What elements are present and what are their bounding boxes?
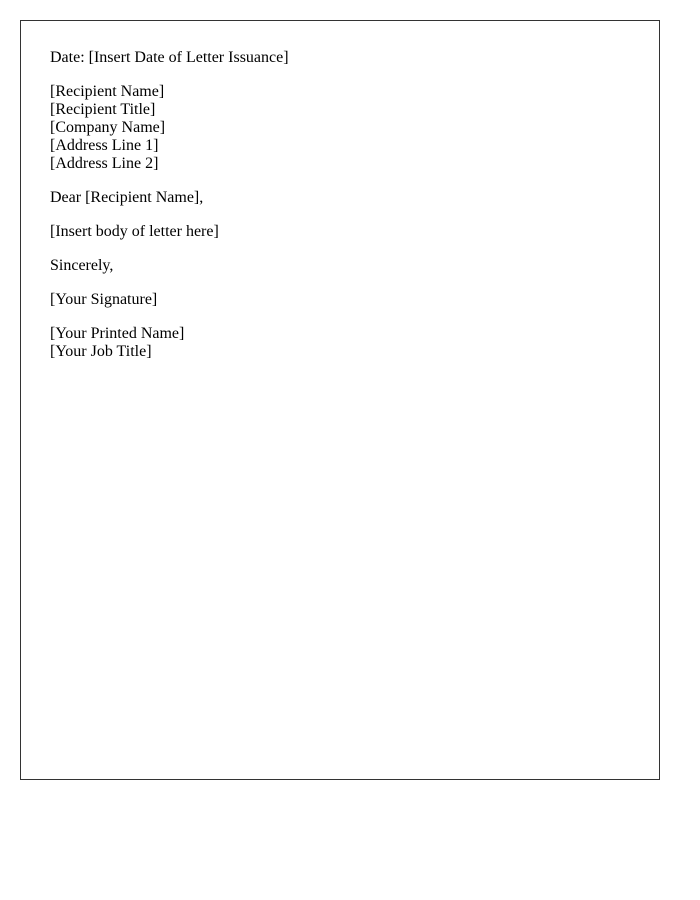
salutation-text: Dear [Recipient Name], xyxy=(50,189,204,206)
signature-text: [Your Signature] xyxy=(50,291,158,308)
body-text: [Insert body of letter here] xyxy=(50,223,219,240)
address-line-2: [Address Line 2] xyxy=(50,155,159,172)
closing xyxy=(50,257,639,275)
recipient-name: [Recipient Name] xyxy=(50,83,165,100)
letter-content xyxy=(50,49,639,377)
closing-text: Sincerely, xyxy=(50,257,114,274)
letter-page xyxy=(20,20,660,780)
sender-job-title: [Your Job Title] xyxy=(50,343,152,360)
recipient-block xyxy=(50,83,639,173)
signature xyxy=(50,291,639,309)
sender-printed-name: [Your Printed Name] xyxy=(50,325,185,342)
date-text: Date: [Insert Date of Letter Issuance] xyxy=(50,49,289,66)
recipient-title: [Recipient Title] xyxy=(50,101,156,118)
letter-body xyxy=(50,223,639,241)
salutation xyxy=(50,189,639,207)
company-name: [Company Name] xyxy=(50,119,166,136)
sender-block xyxy=(50,325,639,361)
address-line-1: [Address Line 1] xyxy=(50,137,159,154)
date-line xyxy=(50,49,639,67)
